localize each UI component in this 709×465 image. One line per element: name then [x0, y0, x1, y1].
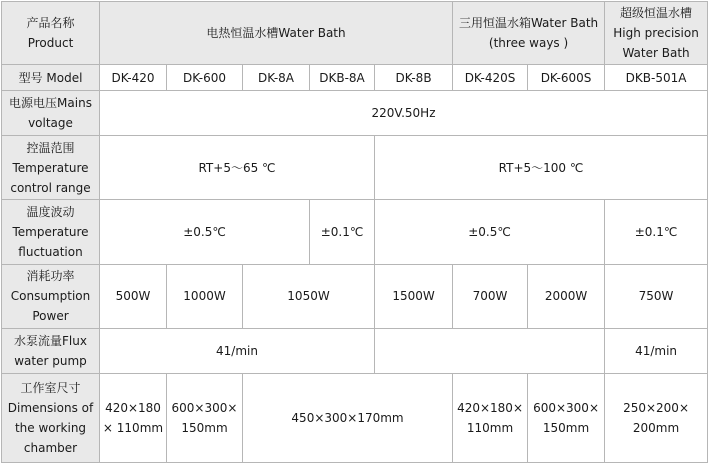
pump-value: 41/min	[100, 328, 375, 373]
header-row	[2, 2, 708, 65]
model-cell: DK-8B	[375, 65, 453, 91]
power-value: 500W	[100, 264, 167, 328]
chamber-value: 450×300×170mm	[243, 373, 453, 462]
chamber-label: 工作室尺寸 Dimensions of the working chamber	[2, 373, 100, 462]
model-row	[2, 65, 708, 91]
pump-empty	[375, 328, 605, 373]
model-cell: DK-600	[167, 65, 243, 91]
model-cell: DKB-501A	[605, 65, 708, 91]
model-cell: DKB-8A	[310, 65, 375, 91]
product-name-header: 产品名称 Product	[2, 2, 100, 65]
power-value: 750W	[605, 264, 708, 328]
chamber-value: 250×200× 200mm	[605, 373, 708, 462]
chamber-value: 600×300× 150mm	[528, 373, 605, 462]
model-cell: DK-8A	[243, 65, 310, 91]
temp-range-value: RT+5～65 ℃	[100, 136, 375, 200]
model-cell: DK-420	[100, 65, 167, 91]
fluctuation-row	[2, 200, 708, 264]
power-value: 1050W	[243, 264, 375, 328]
power-value: 2000W	[528, 264, 605, 328]
chamber-value: 420×180 × 110mm	[100, 373, 167, 462]
group-high-precision: 超级恒温水槽 High precision Water Bath	[605, 2, 708, 65]
chamber-value: 420×180× 110mm	[453, 373, 528, 462]
model-cell: DK-600S	[528, 65, 605, 91]
power-value: 1000W	[167, 264, 243, 328]
chamber-row	[2, 373, 708, 462]
temp-range-value: RT+5～100 ℃	[375, 136, 708, 200]
voltage-label: 电源电压Mains voltage	[2, 91, 100, 136]
fluctuation-label: 温度波动 Temperature fluctuation	[2, 200, 100, 264]
model-cell: DK-420S	[453, 65, 528, 91]
group-three-ways: 三用恒温水箱Water Bath (three ways )	[453, 2, 605, 65]
pump-row	[2, 328, 708, 373]
power-row	[2, 264, 708, 328]
group-water-bath: 电热恒温水槽Water Bath	[100, 2, 453, 65]
spec-table	[1, 1, 708, 463]
pump-value: 41/min	[605, 328, 708, 373]
voltage-value: 220V.50Hz	[100, 91, 708, 136]
fluctuation-value: ±0.1℃	[605, 200, 708, 264]
power-value: 1500W	[375, 264, 453, 328]
voltage-row	[2, 91, 708, 136]
fluctuation-value: ±0.5℃	[100, 200, 310, 264]
model-label: 型号 Model	[2, 65, 100, 91]
pump-label: 水泵流量Flux water pump	[2, 328, 100, 373]
fluctuation-value: ±0.1℃	[310, 200, 375, 264]
power-value: 700W	[453, 264, 528, 328]
temp-range-label: 控温范围 Temperature control range	[2, 136, 100, 200]
fluctuation-value: ±0.5℃	[375, 200, 605, 264]
temp-range-row	[2, 136, 708, 200]
chamber-value: 600×300× 150mm	[167, 373, 243, 462]
power-label: 消耗功率 Consumption Power	[2, 264, 100, 328]
